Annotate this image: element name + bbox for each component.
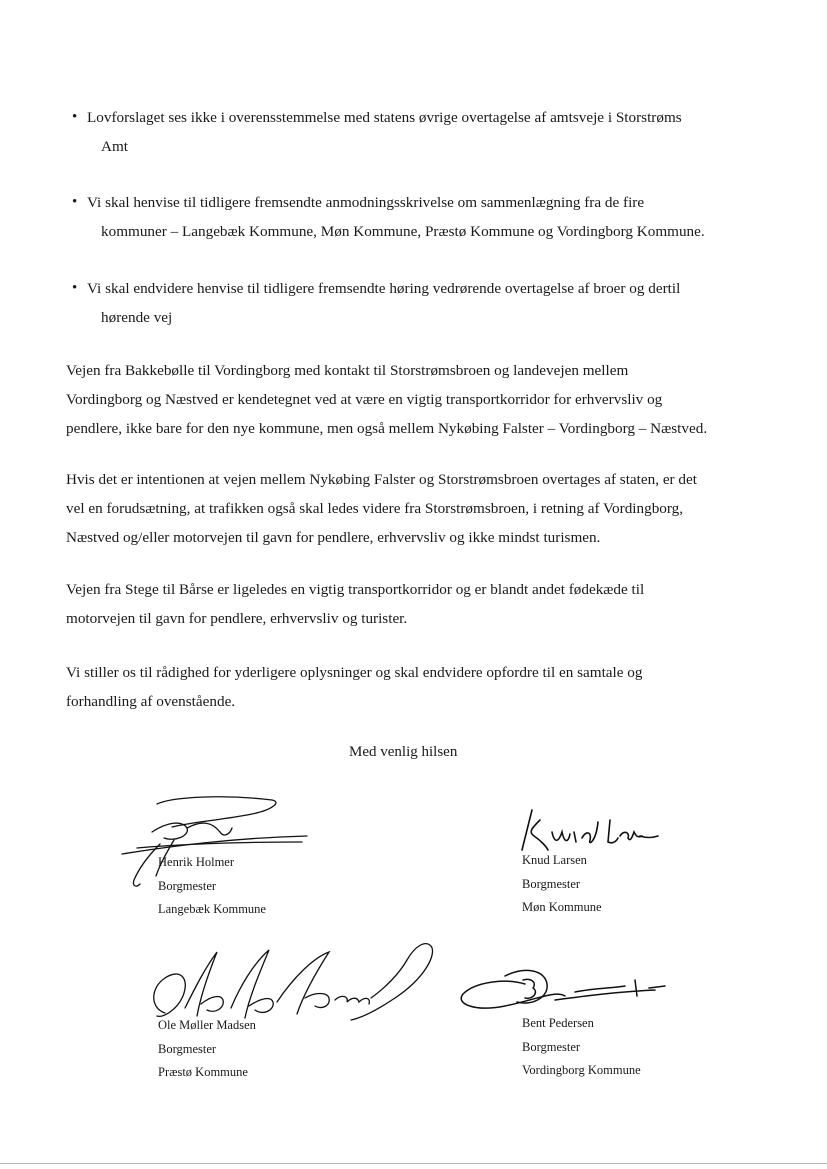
signatory-municipality: Vordingborg Kommune <box>522 1063 641 1077</box>
bullet-line: kommuner – Langebæk Kommune, Møn Kommune, Præstø Kommune og Vordingborg Kommune. <box>101 223 705 240</box>
bullet-item <box>72 274 762 332</box>
bullet-line: hørende vej <box>101 309 173 326</box>
bullet-dot-icon: • <box>72 280 78 296</box>
paragraph-line: Vejen fra Stege til Bårse er ligeledes en vigtig transportkorridor og er blandt andet fødekæde til <box>66 581 645 598</box>
body-paragraph <box>66 658 750 716</box>
signatory-title: Borgmester <box>522 876 581 891</box>
paragraph-line: Næstved og/eller motorvejen til gavn for pendlere, erhvervsliv og ikke mindst turismen. <box>66 529 601 546</box>
paragraph-line: Hvis det er intentionen at vejen mellem Nykøbing Falster og Storstrømsbroen overtages af staten, er det <box>66 471 697 488</box>
scan-edge-line <box>0 1163 827 1164</box>
body-paragraph <box>66 356 750 443</box>
paragraph-line: motorvejen til gavn for pendlere, erhvervsliv og turister. <box>66 610 408 627</box>
paragraph-line: vel en forudsætning, at trafikken også skal ledes videre fra Storstrømsbroen, i retning af Vordingborg, <box>66 500 684 517</box>
signatory-title: Borgmester <box>158 1041 217 1056</box>
signatory-municipality: Langebæk Kommune <box>158 902 266 916</box>
bullet-item <box>72 103 762 161</box>
paragraph-line: pendlere, ikke bare for den nye kommune, men også mellem Nykøbing Falster – Vordingborg – Næstved. <box>66 420 708 437</box>
bullet-dot-icon: • <box>72 109 78 125</box>
bullet-line: Lovforslaget ses ikke i overensstemmelse med statens øvrige overtagelse af amtsveje i Storstrøms <box>87 109 682 126</box>
signatory-block <box>522 1012 641 1083</box>
body-paragraph <box>66 575 750 633</box>
signatory-name: Henrik Holmer <box>158 855 235 869</box>
signatory-title: Borgmester <box>158 878 217 893</box>
bullet-line: Vi skal henvise til tidligere fremsendte anmodningsskrivelse om sammenlægning fra de fire <box>87 194 645 211</box>
signatory-block <box>158 851 266 922</box>
closing-salutation: Med venlig hilsen <box>349 744 458 760</box>
paragraph-line: Vi stiller os til rådighed for yderligere oplysninger og skal endvidere opfordre til en samtale og <box>66 664 643 681</box>
paragraph-line: forhandling af ovenstående. <box>66 693 236 710</box>
paragraph-line: Vordingborg og Næstved er kendetegnet ved at være en vigtig transportkorridor for erhvervsliv og <box>66 391 663 408</box>
signatory-name: Ole Møller Madsen <box>158 1018 256 1032</box>
bullet-line: Amt <box>101 138 129 155</box>
bullet-line: Vi skal endvidere henvise til tidligere fremsendte høring vedrørende overtagelse af broer og dertil <box>87 280 681 297</box>
signatory-title: Borgmester <box>522 1039 581 1054</box>
body-paragraph <box>66 465 750 552</box>
signatory-name: Knud Larsen <box>522 853 587 867</box>
signatory-municipality: Præstø Kommune <box>158 1065 248 1079</box>
signatory-block <box>522 849 602 920</box>
bullet-item <box>72 188 762 246</box>
paragraph-line: Vejen fra Bakkebølle til Vordingborg med kontakt til Storstrømsbroen og landevejen mellem <box>66 362 629 379</box>
bullet-dot-icon: • <box>72 194 78 210</box>
signatory-block <box>158 1014 256 1085</box>
signatory-municipality: Møn Kommune <box>522 900 602 914</box>
signatory-name: Bent Pedersen <box>522 1016 594 1030</box>
